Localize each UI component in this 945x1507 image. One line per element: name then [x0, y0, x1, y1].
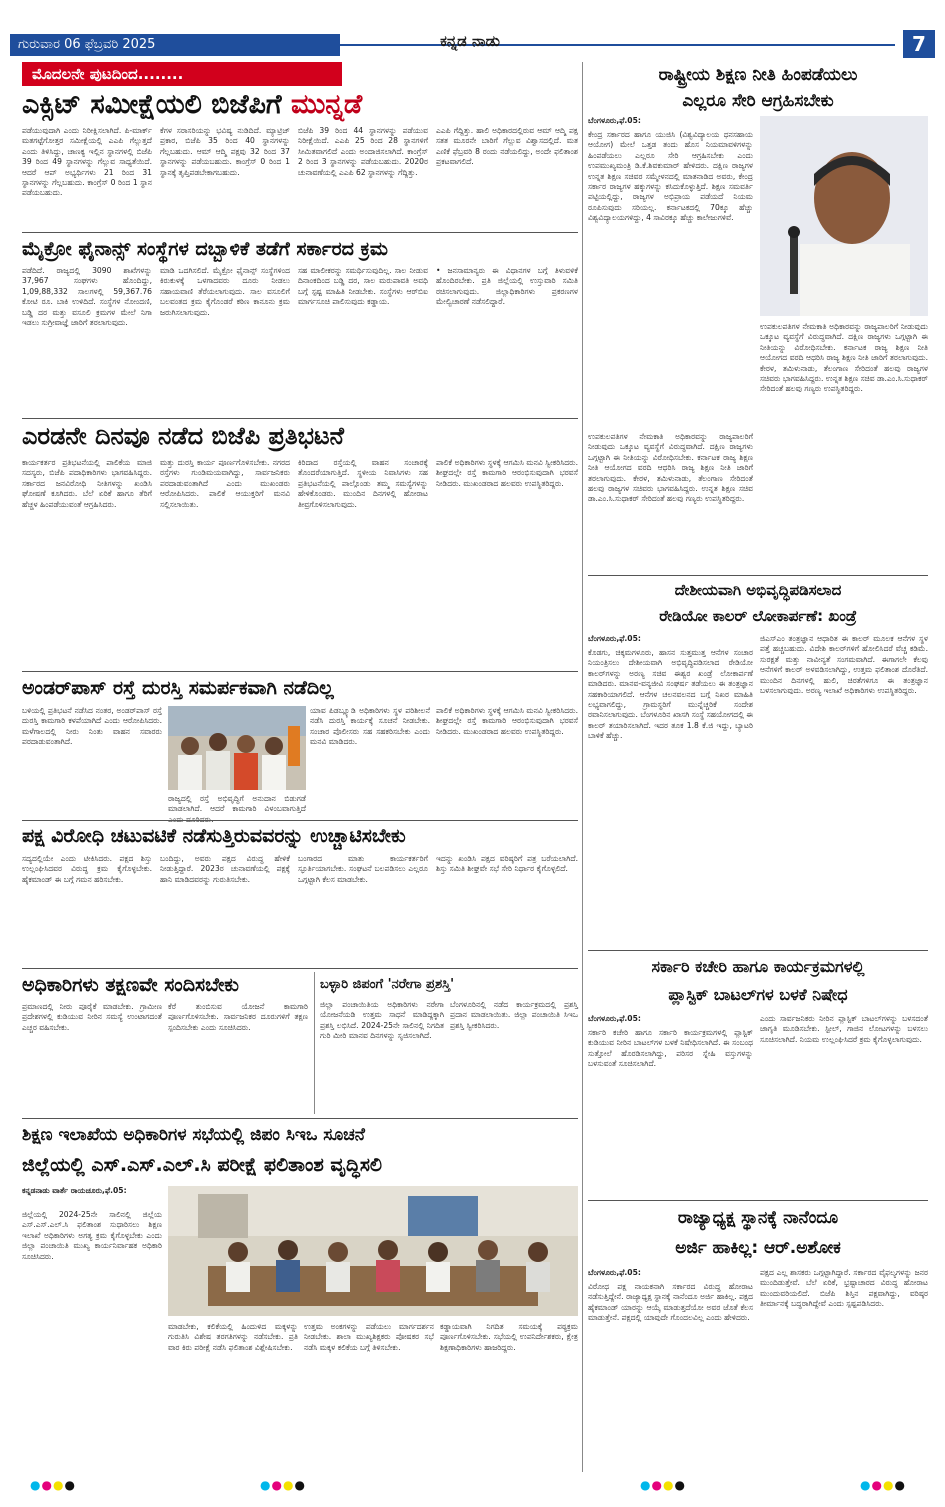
nep-col-1b: ಉಪಕುಲಪತಿಗಳ ನೇಮಕಾತಿ ಅಧಿಕಾರವನ್ನು ರಾಜ್ಯಪಾಲರಿಗೆ ನೀಡುವುದು ಒಕ್ಕೂಟ ವ್ಯವಸ್ಥೆಗೆ ವಿರುದ್ಧವಾಗಿದೆ. ದಕ್ಷಿಣ ರಾಜ್ಯಗಳು ಒಗ್ಗಟ್ಟಾಗಿ ಈ ನೀತಿಯನ್ನು ವಿರೋಧಿಸಬೇಕು. ಕರ್ನಾಟಕ ರಾಜ್ಯ ಶಿಕ್ಷಣ ನೀತಿ ಆಯೋಗದ ವರದಿ ಆಧರಿಸಿ ರಾಜ್ಯ ಶಿಕ್ಷಣ ನೀತಿ ಜಾರಿಗೆ ತರಲಾಗುವುದು. ಕೇರಳ, ತಮಿಳುನಾಡು, ತೆಲಂಗಾಣ ಸೇರಿದಂತೆ ಹಲವು ರಾಜ್ಯಗಳ ಸಚಿವರು ಭಾಗವಹಿಸಿದ್ದರು. ಉನ್ನತ ಶಿಕ್ಷಣ ಸಚಿವ ಡಾ.ಎಂ.ಸಿ.ಸುಧಾಕರ್ ಸೇರಿದಂತೆ ಹಲವು ಗಣ್ಯರು ಉಪಸ್ಥಿತರಿದ್ದರು. [588, 432, 753, 504]
microfinance-col-1: ಪಡೆದಿದೆ. ರಾಜ್ಯದಲ್ಲಿ 3090 ಶಾಖೆಗಳನ್ನು 37,967 ಸಂಘಗಳು ಹೊಂದಿದ್ದು, 1,09,88,332 ಸಾಲಗಳಲ್ಲಿ 59,367.76 ಕೋಟಿ ರೂ. ಬಾಕಿ ಉಳಿದಿದೆ. ಸಂಸ್ಥೆಗಳ ನೋಂದಣಿ, ಬಡ್ಡಿ ದರ ಮತ್ತು ವಸೂಲಿ ಕ್ರಮಗಳ ಮೇಲೆ ನಿಗಾ ಇಡಲು ಸುಗ್ರೀವಾಜ್ಞೆ ಜಾರಿಗೆ ತರಲಾಗುವುದು. [22, 266, 152, 328]
underpass-col-2: ರಾಜ್ಯದಲ್ಲಿ ರಸ್ತೆ ಅಭಿವೃದ್ಧಿಗೆ ಅನುದಾನ ಬಿಡುಗಡೆ ಮಾಡಲಾಗಿದೆ. ಆದರೆ ಕಾಮಗಾರಿ ವಿಳಂಬವಾಗುತ್ತಿದೆ [168, 794, 306, 814]
ashok-col-2: ಪಕ್ಷದ ಎಲ್ಲ ಶಾಸಕರು ಒಗ್ಗಟ್ಟಾಗಿದ್ದಾರೆ. ಸರ್ಕಾರದ ವೈಫಲ್ಯಗಳನ್ನು ಜನರ ಮುಂದಿಡುತ್ತೇವೆ. ಬೆಲೆ ಏರಿಕೆ, ಭ್ರಷ್ಟಾಚಾರದ ವಿರುದ್ಧ ಹೋರಾಟ ಮುಂದುವರಿಯಲಿದೆ. ಬಿಜೆಪಿ ಶಿಸ್ತಿನ ಪಕ್ಷವಾಗಿದ್ದು, ವರಿಷ್ಠರ ತೀರ್ಮಾನಕ್ಕೆ ಬದ್ಧರಾಗಿದ್ದೇವೆ ಎಂದು ಸ್ಪಷ್ಟಪಡಿಸಿದರು. [760, 1268, 928, 1309]
protest-photo [168, 706, 306, 790]
column-divider [582, 62, 583, 1472]
bjp-protest-col-3: ಕಿರಿದಾದ ರಸ್ತೆಯಲ್ಲಿ ವಾಹನ ಸಂಚಾರಕ್ಕೆ ತೊಂದರೆಯಾಗುತ್ತಿದೆ. ಸ್ಥಳೀಯ ನಿವಾಸಿಗಳು ಸಹ ಪ್ರತಿಭಟನೆಯಲ್ಲಿ ಪಾಲ್ಗೊಂಡು ತಮ್ಮ ಸಮಸ್ಯೆಗಳನ್ನು ಹೇಳಿಕೊಂಡರು. ಮುಂದಿನ ದಿನಗಳಲ್ಲಿ ಹೋರಾಟ ತೀವ್ರಗೊಳಿಸಲಾಗುವುದು. [298, 458, 428, 509]
plastic-col-2: ಎಂದು ಸಾರ್ವಜನಿಕರು ನೀರಿನ ಪ್ಲಾಸ್ಟಿಕ್ ಬಾಟಲ್‌ಗಳನ್ನು ಬಳಸದಂತೆ ಜಾಗೃತಿ ಮೂಡಿಸಬೇಕು. ಸ್ಟೀಲ್, ಗಾಜಿನ ಲೋಟಗಳನ್ನು ಬಳಸಲು ಸೂಚಿಸಲಾಗಿದೆ. ನಿಯಮ ಉಲ್ಲಂಘಿಸಿದರೆ ಕ್ರಮ ಕೈಗೊಳ್ಳಲಾಗುವುದು. [760, 1014, 928, 1044]
officials-headline: ಅಧಿಕಾರಿಗಳು ತಕ್ಷಣವೇ ಸಂದಿಸಬೇಕು [22, 974, 239, 996]
nrega-col-2: ಬೆಂಗಳೂರಿನಲ್ಲಿ ನಡೆದ ಕಾರ್ಯಕ್ರಮದಲ್ಲಿ ಪ್ರಶಸ್ತಿ ಪ್ರದಾನ ಮಾಡಲಾಯಿತು. ಜಿಲ್ಲಾ ಪಂಚಾಯಿತಿ ಸಿಇಒ ಪ್ರಶಸ್ತಿ ಸ್ವೀಕರಿಸಿದರು. [450, 1000, 578, 1030]
anti-party-col-4: ಇದನ್ನು ಖಂಡಿಸಿ ಪಕ್ಷದ ವರಿಷ್ಠರಿಗೆ ಪತ್ರ ಬರೆಯಲಾಗಿದೆ. ಶಿಸ್ತು ಸಮಿತಿ ಶೀಘ್ರವೇ ಸಭೆ ಸೇರಿ ನಿರ್ಧಾರ ಕೈಗೊಳ್ಳಲಿದೆ. [436, 854, 578, 874]
radio-col-1: ಕೊಡಗು, ಚಿಕ್ಕಮಗಳೂರು, ಹಾಸನ ಸುತ್ತಮುತ್ತ ಆನೆಗಳ ಸಂಚಾರ ನಿಯಂತ್ರಿಸಲು ದೇಶೀಯವಾಗಿ ಅಭಿವೃದ್ಧಿಪಡಿಸಲಾದ ರೇಡಿಯೋ ಕಾಲರ್‌ಗಳನ್ನು ಅರಣ್ಯ ಸಚಿವ ಈಶ್ವರ ಖಂಡ್ರೆ ಲೋಕಾರ್ಪಣೆ ಮಾಡಿದರು. ಮಾನವ-ವನ್ಯಜೀವಿ ಸಂಘರ್ಷ ತಡೆಯಲು ಈ ತಂತ್ರಜ್ಞಾನ ಸಹಕಾರಿಯಾಗಲಿದೆ. ಆನೆಗಳ ಚಲನವಲನದ ಬಗ್ಗೆ ನಿಖರ ಮಾಹಿತಿ ಲಭ್ಯವಾಗಲಿದ್ದು, ಗ್ರಾಮಸ್ಥರಿಗೆ ಮುನ್ನೆಚ್ಚರಿಕೆ ಸಂದೇಶ ರವಾನಿಸಲಾಗುವುದು. ಬೆಂಗಳೂರಿನ ಖಾಸಗಿ ಸಂಸ್ಥೆ ಸಹಯೋಗದಲ್ಲಿ ಈ ಕಾಲರ್ ತಯಾರಿಸಲಾಗಿದೆ. ಇದರ ತೂಕ 1.8 ಕೆ.ಜಿ ಇದ್ದು, ಬ್ಯಾಟರಿ ಬಾಳಿಕೆ ಹೆಚ್ಚು. [588, 648, 753, 741]
microfinance-col-2: ಮಾಡಿ ಒದಗಿಸಲಿದೆ. ಮೈಕ್ರೋ ಫೈನಾನ್ಸ್ ಸಂಸ್ಥೆಗಳಿಂದ ಕಿರುಕುಳಕ್ಕೆ ಒಳಗಾದವರು ದೂರು ನೀಡಲು ಸಹಾಯವಾಣಿ ತೆರೆಯಲಾಗುವುದು. ಸಾಲ ವಸೂಲಿಗೆ ಬಲವಂತದ ಕ್ರಮ ಕೈಗೊಂಡರೆ ಕಠಿಣ ಕಾನೂನು ಕ್ರಮ ಜರುಗಿಸಲಾಗುವುದು. [160, 266, 290, 317]
nep-col-2: ಉಪಕುಲಪತಿಗಳ ನೇಮಕಾತಿ ಅಧಿಕಾರವನ್ನು ರಾಜ್ಯಪಾಲರಿಗೆ ನೀಡುವುದು ಒಕ್ಕೂಟ ವ್ಯವಸ್ಥೆಗೆ ವಿರುದ್ಧವಾಗಿದೆ. ದಕ್ಷಿಣ ರಾಜ್ಯಗಳು ಒಗ್ಗಟ್ಟಾಗಿ ಈ ನೀತಿಯನ್ನು ವಿರೋಧಿಸಬೇಕು. ಕರ್ನಾಟಕ ರಾಜ್ಯ ಶಿಕ್ಷಣ ನೀತಿ ಆಯೋಗದ ವರದಿ ಆಧರಿಸಿ ರಾಜ್ಯ ಶಿಕ್ಷಣ ನೀತಿ ಜಾರಿಗೆ ತರಲಾಗುವುದು. ಕೇರಳ, ತಮಿಳುನಾಡು, ತೆಲಂಗಾಣ ಸೇರಿದಂತೆ ಹಲವು ರಾಜ್ಯಗಳ ಸಚಿವರು ಭಾಗವಹಿಸಿದ್ದರು. ಉನ್ನತ ಶಿಕ್ಷಣ ಸಚಿವ ಡಾ.ಎಂ.ಸಿ.ಸುಧಾಕರ್ ಸೇರಿದಂತೆ ಹಲವು ಗಣ್ಯರು ಉಪಸ್ಥಿತರಿದ್ದರು. [760, 322, 928, 394]
officials-col-1: ಪ್ರಮಾಣದಲ್ಲಿ ನೀರು ಪೂರೈಕೆ ಮಾಡಬೇಕು. ಗ್ರಾಮೀಣ ಪ್ರದೇಶಗಳಲ್ಲಿ ಕುಡಿಯುವ ನೀರಿನ ಸಮಸ್ಯೆ ಉಂಟಾಗದಂತೆ ಎಚ್ಚರ ವಹಿಸಬೇಕು. [22, 1002, 162, 1032]
plastic-headline-top: ಸರ್ಕಾರಿ ಕಚೇರಿ ಹಾಗೂ ಕಾರ್ಯಕ್ರಮಗಳಲ್ಲಿ [651, 957, 865, 976]
registration-mark-icon: ●●●● [640, 1478, 686, 1492]
radio-headline-top: ದೇಶೀಯವಾಗಿ ಅಭಿವೃದ್ಧಿಪಡಿಸಲಾದ [674, 581, 842, 599]
anti-party-headline: ಪಕ್ಷ ವಿರೋಧಿ ಚಟುವಟಿಕೆ ನಡೆಸುತ್ತಿರುವವರನ್ನು ಉಚ್ಚಾಟಿಸಬೇಕು [22, 825, 406, 847]
page-number: 7 [903, 30, 935, 58]
masthead-date: ಗುರುವಾರ 06 ಫೆಬ್ರವರಿ 2025 [10, 34, 340, 56]
anti-party-col-3: ಬಂಗಾರದ ಮಾತು ಕಾರ್ಯಕರ್ತರಿಗೆ ಸ್ಫೂರ್ತಿಯಾಗಬೇಕು. ಸಂಘಟನೆ ಬಲಪಡಿಸಲು ಎಲ್ಲರೂ ಒಗ್ಗಟ್ಟಾಗಿ ಕೆಲಸ ಮಾಡಬೇಕು. [298, 854, 428, 884]
bjp-protest-col-4: ಪಾಲಿಕೆ ಅಧಿಕಾರಿಗಳು ಸ್ಥಳಕ್ಕೆ ಆಗಮಿಸಿ ಮನವಿ ಸ್ವೀಕರಿಸಿದರು. ಶೀಘ್ರದಲ್ಲೇ ರಸ್ತೆ ಕಾಮಗಾರಿ ಆರಂಭಿಸುವುದಾಗಿ ಭರವಸೆ ನೀಡಿದರು. ಮುಖಂಡರಾದ ಹಲವರು ಉಪಸ್ಥಿತರಿದ್ದರು. [436, 458, 578, 488]
divider [314, 972, 315, 1114]
registration-mark-icon: ●●●● [30, 1478, 76, 1492]
anti-party-col-2: ಬಂದಿದ್ದು, ಅವರು ಪಕ್ಷದ ವಿರುದ್ಧ ಹೇಳಿಕೆ ನೀಡುತ್ತಿದ್ದಾರೆ. 2023ರ ಚುನಾವಣೆಯಲ್ಲಿ ಪಕ್ಷಕ್ಕೆ ಹಾನಿ ಮಾಡಿದವರನ್ನು ಗುರುತಿಸಬೇಕು. [160, 854, 290, 884]
nep-headline-bottom: ಎಲ್ಲರೂ ಸೇರಿ ಆಗ್ರಹಿಸಬೇಕು [682, 91, 834, 111]
bjp-protest-col-2: ಮತ್ತು ದುರಸ್ತಿ ಕಾರ್ಯ ಪೂರ್ಣಗೊಳಿಸಬೇಕು. ನಗರದ ರಸ್ತೆಗಳು ಗುಂಡಿಮಯವಾಗಿದ್ದು, ಸಾರ್ವಜನಿಕರು ಪರದಾಡುವಂತಾಗಿದೆ ಎಂದು ಮುಖಂಡರು ಆರೋಪಿಸಿದರು. ಪಾಲಿಕೆ ಆಯುಕ್ತರಿಗೆ ಮನವಿ ಸಲ್ಲಿಸಲಾಯಿತು. [160, 458, 290, 509]
underpass-headline: ಅಂಡರ್‌ಪಾಸ್ ರಸ್ತೆ ದುರಸ್ತಿ ಸಮರ್ಪಕವಾಗಿ ನಡೆದಿಲ್ಲ [22, 677, 334, 699]
exit-poll-headline-main: ಎಕ್ಸಿಟ್ ಸಮೀಕ್ಷೆಯಲಿ ಬಿಜೆಪಿಗೆ [22, 89, 292, 120]
sslc-col-4: ಕಡ್ಡಾಯವಾಗಿ ನಿಗದಿತ ಸಮಯಕ್ಕೆ ಪಠ್ಯಕ್ರಮ ಪೂರ್ಣಗೊಳಿಸಬೇಕು. ಸಭೆಯಲ್ಲಿ ಉಪನಿರ್ದೇಶಕರು, ಕ್ಷೇತ್ರ ಶಿಕ್ಷಣಾಧಿಕಾರಿಗಳು ಹಾಜರಿದ್ದರು. [440, 1322, 578, 1352]
registration-mark-icon: ●●●● [260, 1478, 306, 1492]
divider [22, 232, 578, 233]
bjp-protest-headline: ಎರಡನೇ ದಿನವೂ ನಡೆದ ಬಿಜೆಪಿ ಪ್ರತಿಭಟನೆ [22, 422, 344, 450]
divider [22, 968, 578, 969]
nep-dateline: ಬೆಂಗಳೂರು,ಫೆ.05: [588, 116, 641, 125]
microfinance-col-3: ಸಹ ಮಾಲೀಕರನ್ನು ಸಮರ್ಥಿಸುವುದಿಲ್ಲ. ಸಾಲ ನೀಡುವ ದಿನಾಂಕದಿಂದ ಬಡ್ಡಿ ದರ, ಸಾಲ ಮರುಪಾವತಿ ಅವಧಿ ಬಗ್ಗೆ ಸ್ಪಷ್ಟ ಮಾಹಿತಿ ನೀಡಬೇಕು. ಸಂಸ್ಥೆಗಳು ಆರ್‌ಬಿಐ ಮಾರ್ಗಸೂಚಿ ಪಾಲಿಸುವುದು ಕಡ್ಡಾಯ. [298, 266, 428, 307]
exit-poll-headline [22, 88, 578, 122]
ashok-headline-bottom: ಅರ್ಜಿ ಹಾಕಿಲ್ಲ: ಆರ್.ಅಶೋಕ [675, 1238, 841, 1258]
registration-mark-icon: ●●●● [860, 1478, 906, 1492]
sslc-col-2: ಮಾಡಬೇಕು, ಕಲಿಕೆಯಲ್ಲಿ ಹಿಂದುಳಿದ ಮಕ್ಕಳನ್ನು ಗುರುತಿಸಿ ವಿಶೇಷ ತರಗತಿಗಳನ್ನು ನಡೆಸಬೇಕು. ಪ್ರತಿ ವಾರ ಕಿರು ಪರೀಕ್ಷೆ ನಡೆಸಿ ಫಲಿತಾಂಶ ವಿಶ್ಲೇಷಿಸಬೇಕು. [168, 1322, 298, 1352]
divider [22, 671, 578, 672]
masthead-paper-name: ಕನ್ನಡ ನಾಡು [440, 32, 500, 50]
radio-dateline: ಬೆಂಗಳೂರು,ಫೆ.05: [588, 634, 641, 643]
divider [22, 820, 578, 821]
anti-party-col-1: ಸದ್ಯದಲ್ಲಿಯೇ ಎಂದು ಟೀಕಿಸಿದರು. ಪಕ್ಷದ ಶಿಸ್ತು ಉಲ್ಲಂಘಿಸಿದವರ ವಿರುದ್ಧ ಕ್ರಮ ಕೈಗೊಳ್ಳಬೇಕು. ಹೈಕಮಾಂಡ್ ಈ ಬಗ್ಗೆ ಗಮನ ಹರಿಸಬೇಕು. [22, 854, 152, 884]
meeting-photo [168, 1186, 578, 1316]
nep-col-1: ಕೇಂದ್ರ ಸರ್ಕಾರದ ಹಾಗೂ ಯುಜಿಸಿ (ವಿಶ್ವವಿದ್ಯಾಲಯ ಧನಸಹಾಯ ಆಯೋಗ) ಮೇಲೆ ಒತ್ತಡ ತಂದು ಹೊಸ ನಿಯಮಾವಳಿಗಳನ್ನು ಹಿಂಪಡೆಯಲು ಎಲ್ಲರೂ ಸೇರಿ ಆಗ್ರಹಿಸಬೇಕು ಎಂದು ಉಪಮುಖ್ಯಮಂತ್ರಿ ಡಿ.ಕೆ.ಶಿವಕುಮಾರ್ ಹೇಳಿದರು. ದಕ್ಷಿಣ ರಾಜ್ಯಗಳ ಉನ್ನತ ಶಿಕ್ಷಣ ಸಚಿವರ ಸಮ್ಮೇಳನದಲ್ಲಿ ಮಾತನಾಡಿದ ಅವರು, ಕೇಂದ್ರ ಸರ್ಕಾರ ರಾಜ್ಯಗಳ ಹಕ್ಕುಗಳನ್ನು ಕಸಿದುಕೊಳ್ಳುತ್ತಿದೆ. ಶಿಕ್ಷಣ ಸಮವರ್ತಿ ಪಟ್ಟಿಯಲ್ಲಿದ್ದು, ರಾಜ್ಯಗಳ ಅಭಿಪ್ರಾಯ ಪಡೆಯದೆ ನಿಯಮ ರೂಪಿಸುವುದು ಸರಿಯಲ್ಲ. ಕರ್ನಾಟಕದಲ್ಲಿ 70ಕ್ಕೂ ಹೆಚ್ಚು ವಿಶ್ವವಿದ್ಯಾಲಯಗಳಿದ್ದು, 4 ಸಾವಿರಕ್ಕೂ ಹೆಚ್ಚು ಕಾಲೇಜುಗಳಿವೆ. [588, 130, 753, 223]
exit-poll-col-1: ಪಡೆಯುವುದಾಗಿ ಎಂದು ನಿರೀಕ್ಷಿಸಲಾಗಿದೆ. ಪಿ-ಮಾರ್ಕ್ ಮತಗಟ್ಟೆಗೋತ್ತರ ಸಮೀಕ್ಷೆಯಲ್ಲಿ ಎಎಪಿ ಗೆಲ್ಲುತ್ತದೆ ಎಂದು ತಿಳಿಸಿದ್ದು, ಚಾಣಕ್ಯ ಇಲ್ಲಿನ ಸ್ಥಾನಗಳಲ್ಲಿ ಬಿಜೆಪಿ 39 ರಿಂದ 49 ಸ್ಥಾನಗಳನ್ನು ಗೆಲ್ಲುವ ಸಾಧ್ಯತೆಯಿದೆ. ಆದರೆ ಆಪ್ ಅಭ್ಯರ್ಥಿಗಳು 21 ರಿಂದ 31 ಸ್ಥಾನಗಳನ್ನು ಗೆಲ್ಲಬಹುದು. ಕಾಂಗ್ರೆಸ್ 0 ರಿಂದ 1 ಸ್ಥಾನ ಪಡೆಯಬಹುದು. [22, 126, 152, 198]
masthead [10, 30, 935, 62]
bjp-protest-col-1: ಕಾರ್ಯಕರ್ತರ ಪ್ರತಿಭಟನೆಯಲ್ಲಿ ಪಾಲಿಕೆಯ ಮಾಜಿ ಸದಸ್ಯರು, ಬಿಜೆಪಿ ಪದಾಧಿಕಾರಿಗಳು ಭಾಗವಹಿಸಿದ್ದರು. ಸರ್ಕಾರದ ಜನವಿರೋಧಿ ನೀತಿಗಳನ್ನು ಖಂಡಿಸಿ ಘೋಷಣೆ ಕೂಗಿದರು. ಬೆಲೆ ಏರಿಕೆ ಹಾಗೂ ತೆರಿಗೆ ಹೆಚ್ಚಳ ಹಿಂಪಡೆಯುವಂತೆ ಆಗ್ರಹಿಸಿದರು. [22, 458, 152, 509]
sslc-headline-top: ಶಿಕ್ಷಣ ಇಲಾಖೆಯ ಅಧಿಕಾರಿಗಳ ಸಭೆಯಲ್ಲಿ ಜಿಪಂ ಸಿಇಒ ಸೂಚನೆ [22, 1125, 365, 1145]
meeting-photo-image [168, 1186, 578, 1316]
nrega-col-1: ಜಿಲ್ಲಾ ಪಂಚಾಯಿತಿಯ ಅಧಿಕಾರಿಗಳು ನರೇಗಾ ಯೋಜನೆಯಡಿ ಉತ್ತಮ ಸಾಧನೆ ಮಾಡಿದ್ದಕ್ಕಾಗಿ ಪ್ರಶಸ್ತಿ ಲಭಿಸಿದೆ. 2024-25ನೇ ಸಾಲಿನಲ್ಲಿ ನಿಗದಿತ ಗುರಿ ಮೀರಿ ಮಾನವ ದಿನಗಳನ್ನು ಸೃಜಿಸಲಾಗಿದೆ. [320, 1000, 444, 1041]
shivakumar-photo-image [760, 116, 928, 316]
underpass-col-1: ಬಳಿಯಲ್ಲಿ ಪ್ರತಿಭಟನೆ ನಡೆಸಿದ ನಂತರ, ಅಂಡರ್‌ಪಾಸ್ ರಸ್ತೆ ದುರಸ್ತಿ ಕಾಮಗಾರಿ ಕಳಪೆಯಾಗಿದೆ ಎಂದು ಆರೋಪಿಸಿದರು. ಮಳೆಗಾಲದಲ್ಲಿ ನೀರು ನಿಂತು ವಾಹನ ಸವಾರರು ಪರದಾಡುವಂತಾಗಿದೆ. [22, 706, 162, 747]
ashok-col-1: ವಿರೋಧ ಪಕ್ಷ ನಾಯಕನಾಗಿ ಸರ್ಕಾರದ ವಿರುದ್ಧ ಹೋರಾಟ ನಡೆಸುತ್ತಿದ್ದೇನೆ. ರಾಜ್ಯಾಧ್ಯಕ್ಷ ಸ್ಥಾನಕ್ಕೆ ನಾನೆಂದೂ ಅರ್ಜಿ ಹಾಕಿಲ್ಲ. ಪಕ್ಷದ ಹೈಕಮಾಂಡ್ ಯಾರನ್ನು ಆಯ್ಕೆ ಮಾಡುತ್ತದೆಯೋ ಅವರ ಜೊತೆ ಕೆಲಸ ಮಾಡುತ್ತೇನೆ. ಪಕ್ಷದಲ್ಲಿ ಯಾವುದೇ ಗೊಂದಲವಿಲ್ಲ ಎಂದು ಹೇಳಿದರು. [588, 1282, 753, 1323]
divider [22, 418, 578, 419]
nrega-headline: ಬಳ್ಳಾರಿ ಜಿಪಂಗೆ 'ನರೇಗಾ ಪ್ರಶಸ್ತಿ' [320, 977, 455, 992]
continued-banner: ಮೊದಲನೇ ಪುಟದಿಂದ........ [22, 62, 342, 86]
exit-poll-headline-highlight: ಮುನ್ನಡೆ [291, 89, 363, 120]
plastic-dateline: ಬೆಂಗಳೂರು,ಫೆ.05: [588, 1014, 641, 1023]
underpass-col-4: ಪಾಲಿಕೆ ಅಧಿಕಾರಿಗಳು ಸ್ಥಳಕ್ಕೆ ಆಗಮಿಸಿ ಮನವಿ ಸ್ವೀಕರಿಸಿದರು. ಶೀಘ್ರದಲ್ಲೇ ರಸ್ತೆ ಕಾಮಗಾರಿ ಆರಂಭಿಸುವುದಾಗಿ ಭರವಸೆ ನೀಡಿದರು. ಮುಖಂಡರಾದ ಹಲವರು ಉಪಸ್ಥಿತರಿದ್ದರು. [436, 706, 578, 736]
exit-poll-col-4: ಎಎಪಿ ಗೆದ್ದಿತ್ತು. ಹಾಲಿ ಅಧಿಕಾರದಲ್ಲಿರುವ ಆಮ್ ಆದ್ಮಿ ಪಕ್ಷ ಸತತ ಮೂರನೇ ಬಾರಿಗೆ ಗೆಲ್ಲುವ ವಿಶ್ವಾಸದಲ್ಲಿದೆ. ಮತ ಎಣಿಕೆ ಫೆಬ್ರವರಿ 8 ರಂದು ನಡೆಯಲಿದ್ದು, ಅಂದೇ ಫಲಿತಾಂಶ ಪ್ರಕಟವಾಗಲಿದೆ. [436, 126, 578, 167]
sslc-col-3: ಉತ್ತಮ ಅಂಕಗಳನ್ನು ಪಡೆಯಲು ಮಾರ್ಗದರ್ಶನ ನೀಡಬೇಕು. ಶಾಲಾ ಮುಖ್ಯಶಿಕ್ಷಕರು ಪೋಷಕರ ಸಭೆ ನಡೆಸಿ ಮಕ್ಕಳ ಕಲಿಕೆಯ ಬಗ್ಗೆ ತಿಳಿಸಬೇಕು. [304, 1322, 434, 1352]
divider [588, 950, 928, 951]
divider [588, 1200, 928, 1201]
divider [22, 1118, 578, 1119]
sslc-dateline: ಕನ್ನಡನಾಡು ವಾರ್ತೆ ರಾಯಚೂರು,ಫೆ.05: [22, 1186, 127, 1195]
shivakumar-photo [760, 116, 928, 316]
radio-headline-bottom: ರೇಡಿಯೋ ಕಾಲರ್ ಲೋಕಾರ್ಪಣೆ: ಖಂಡ್ರೆ [659, 607, 857, 625]
ashok-headline-top: ರಾಜ್ಯಾಧ್ಯಕ್ಷ ಸ್ಥಾನಕ್ಕೆ ನಾನೆಂದೂ [677, 1208, 839, 1228]
plastic-headline-bottom: ಪ್ಲಾಸ್ಟಿಕ್ ಬಾಟಲ್‌ಗಳ ಬಳಕೆ ನಿಷೇಧ [668, 985, 848, 1004]
ashok-dateline: ಬೆಂಗಳೂರು,ಫೆ.05: [588, 1268, 641, 1277]
divider [588, 575, 928, 576]
protest-photo-image [168, 706, 306, 790]
officials-col-2: ಕೆರೆ ತುಂಬಿಸುವ ಯೋಜನೆ ಕಾಮಗಾರಿ ಪೂರ್ಣಗೊಳಿಸಬೇಕು. ಸಾರ್ವಜನಿಕರ ದೂರುಗಳಿಗೆ ತಕ್ಷಣ ಸ್ಪಂದಿಸಬೇಕು ಎಂದು ಸೂಚಿಸಿದರು. [168, 1002, 308, 1032]
radio-col-2: ಜಿಎಸ್‌ಎಂ ತಂತ್ರಜ್ಞಾನ ಆಧಾರಿತ ಈ ಕಾಲರ್ ಮೂಲಕ ಆನೆಗಳ ಸ್ಥಳ ಪತ್ತೆ ಹಚ್ಚಬಹುದು. ವಿದೇಶಿ ಕಾಲರ್‌ಗಳಿಗೆ ಹೋಲಿಸಿದರೆ ವೆಚ್ಚ ಕಡಿಮೆ. ಸುರಕ್ಷತೆ ಮತ್ತು ನಾವೀನ್ಯತೆ ಸಂಗಮವಾಗಿದೆ. ಈಗಾಗಲೇ ಕೆಲವು ಆನೆಗಳಿಗೆ ಕಾಲರ್ ಅಳವಡಿಸಲಾಗಿದ್ದು, ಉತ್ತಮ ಫಲಿತಾಂಶ ದೊರೆತಿದೆ. ಮುಂದಿನ ದಿನಗಳಲ್ಲಿ ಹುಲಿ, ಚಿರತೆಗಳಿಗೂ ಈ ತಂತ್ರಜ್ಞಾನ ಬಳಸಲಾಗುವುದು. ಅರಣ್ಯ ಇಲಾಖೆ ಅಧಿಕಾರಿಗಳು ಉಪಸ್ಥಿತರಿದ್ದರು. [760, 634, 928, 696]
nep-headline-top: ರಾಷ್ಟ್ರೀಯ ಶಿಕ್ಷಣ ನೀತಿ ಹಿಂಪಡೆಯಲು [658, 65, 858, 85]
underpass-col-3: ಯಾವ ಪಿಡಬ್ಲ್ಯೂಡಿ ಅಧಿಕಾರಿಗಳು ಸ್ಥಳ ಪರಿಶೀಲನೆ ನಡೆಸಿ ದುರಸ್ತಿ ಕಾರ್ಯಕ್ಕೆ ಸೂಚನೆ ನೀಡಬೇಕು. ಸಂಚಾರ ಪೊಲೀಸರು ಸಹ ಸಹಕರಿಸಬೇಕು ಎಂದು ಮನವಿ ಮಾಡಿದರು. [310, 706, 430, 747]
sslc-col-1: ಜಿಲ್ಲೆಯಲ್ಲಿ 2024-25ನೇ ಸಾಲಿನಲ್ಲಿ ಜಿಲ್ಲೆಯ ಎಸ್.ಎಸ್.ಎಲ್.ಸಿ ಫಲಿತಾಂಶ ಸುಧಾರಿಸಲು ಶಿಕ್ಷಣ ಇಲಾಖೆ ಅಧಿಕಾರಿಗಳು ಅಗತ್ಯ ಕ್ರಮ ಕೈಗೊಳ್ಳಬೇಕು ಎಂದು ಜಿಲ್ಲಾ ಪಂಚಾಯಿತಿ ಮುಖ್ಯ ಕಾರ್ಯನಿರ್ವಾಹಕ ಅಧಿಕಾರಿ ಸೂಚಿಸಿದರು. [22, 1210, 162, 1261]
sslc-headline-main: ಜಿಲ್ಲೆಯಲ್ಲಿ ಎಸ್.ಎಸ್.ಎಲ್.ಸಿ ಪರೀಕ್ಷೆ ಫಲಿತಾಂಶ ವೃದ್ಧಿಸಲಿ [22, 1154, 383, 1176]
microfinance-col-4: • ಜನಸಾಮಾನ್ಯರು ಈ ವಿಧಾನಗಳ ಬಗ್ಗೆ ತಿಳುವಳಿಕೆ ಹೊಂದಿರಬೇಕು. ಪ್ರತಿ ಜಿಲ್ಲೆಯಲ್ಲಿ ಉಸ್ತುವಾರಿ ಸಮಿತಿ ರಚಿಸಲಾಗುವುದು. ಜಿಲ್ಲಾಧಿಕಾರಿಗಳು ಪ್ರಕರಣಗಳ ಮೇಲ್ವಿಚಾರಣೆ ನಡೆಸಲಿದ್ದಾರೆ. [436, 266, 578, 307]
plastic-col-1: ಸರ್ಕಾರಿ ಕಚೇರಿ ಹಾಗೂ ಸರ್ಕಾರಿ ಕಾರ್ಯಕ್ರಮಗಳಲ್ಲಿ ಪ್ಲಾಸ್ಟಿಕ್ ಕುಡಿಯುವ ನೀರಿನ ಬಾಟಲ್‌ಗಳ ಬಳಕೆ ನಿಷೇಧಿಸಲಾಗಿದೆ. ಈ ಸಂಬಂಧ ಸುತ್ತೋಲೆ ಹೊರಡಿಸಲಾಗಿದ್ದು, ಪರಿಸರ ಸ್ನೇಹಿ ವಸ್ತುಗಳನ್ನು ಬಳಸುವಂತೆ ಸೂಚಿಸಲಾಗಿದೆ. [588, 1028, 753, 1069]
exit-poll-col-3: ಬಿಜೆಪಿ 39 ರಿಂದ 44 ಸ್ಥಾನಗಳನ್ನು ಪಡೆಯುವ ನಿರೀಕ್ಷೆಯಿದೆ. ಎಎಪಿ 25 ರಿಂದ 28 ಸ್ಥಾನಗಳಿಗೆ ಸೀಮಿತವಾಗಲಿದೆ ಎಂದು ಅಂದಾಜಿಸಲಾಗಿದೆ. ಕಾಂಗ್ರೆಸ್ 2 ರಿಂದ 3 ಸ್ಥಾನಗಳನ್ನು ಪಡೆಯಬಹುದು. 2020ರ ಚುನಾವಣೆಯಲ್ಲಿ ಎಎಪಿ 62 ಸ್ಥಾನಗಳನ್ನು ಗೆದ್ದಿತ್ತು. [298, 126, 428, 177]
exit-poll-col-2: ಕೆಗಳ ಸರಾಸರಿಯನ್ನು ಭವಿಷ್ಯ ನುಡಿದಿದೆ. ಮ್ಯಾಟ್ರಿಜ್ ಪ್ರಕಾರ, ಬಿಜೆಪಿ 35 ರಿಂದ 40 ಸ್ಥಾನಗಳನ್ನು ಗೆಲ್ಲಬಹುದು. ಆಮ್ ಆದ್ಮಿ ಪಕ್ಷವು 32 ರಿಂದ 37 ಸ್ಥಾನಗಳನ್ನು ಪಡೆಯಬಹುದು. ಕಾಂಗ್ರೆಸ್ 0 ರಿಂದ 1 ಸ್ಥಾನಕ್ಕೆ ತೃಪ್ತಿಪಡಬೇಕಾಗಬಹುದು. [160, 126, 290, 177]
microfinance-headline: ಮೈಕ್ರೋ ಫೈನಾನ್ಸ್ ಸಂಸ್ಥೆಗಳ ದಬ್ಬಾಳಿಕೆ ತಡೆಗೆ ಸರ್ಕಾರದ ಕ್ರಮ [22, 238, 388, 260]
